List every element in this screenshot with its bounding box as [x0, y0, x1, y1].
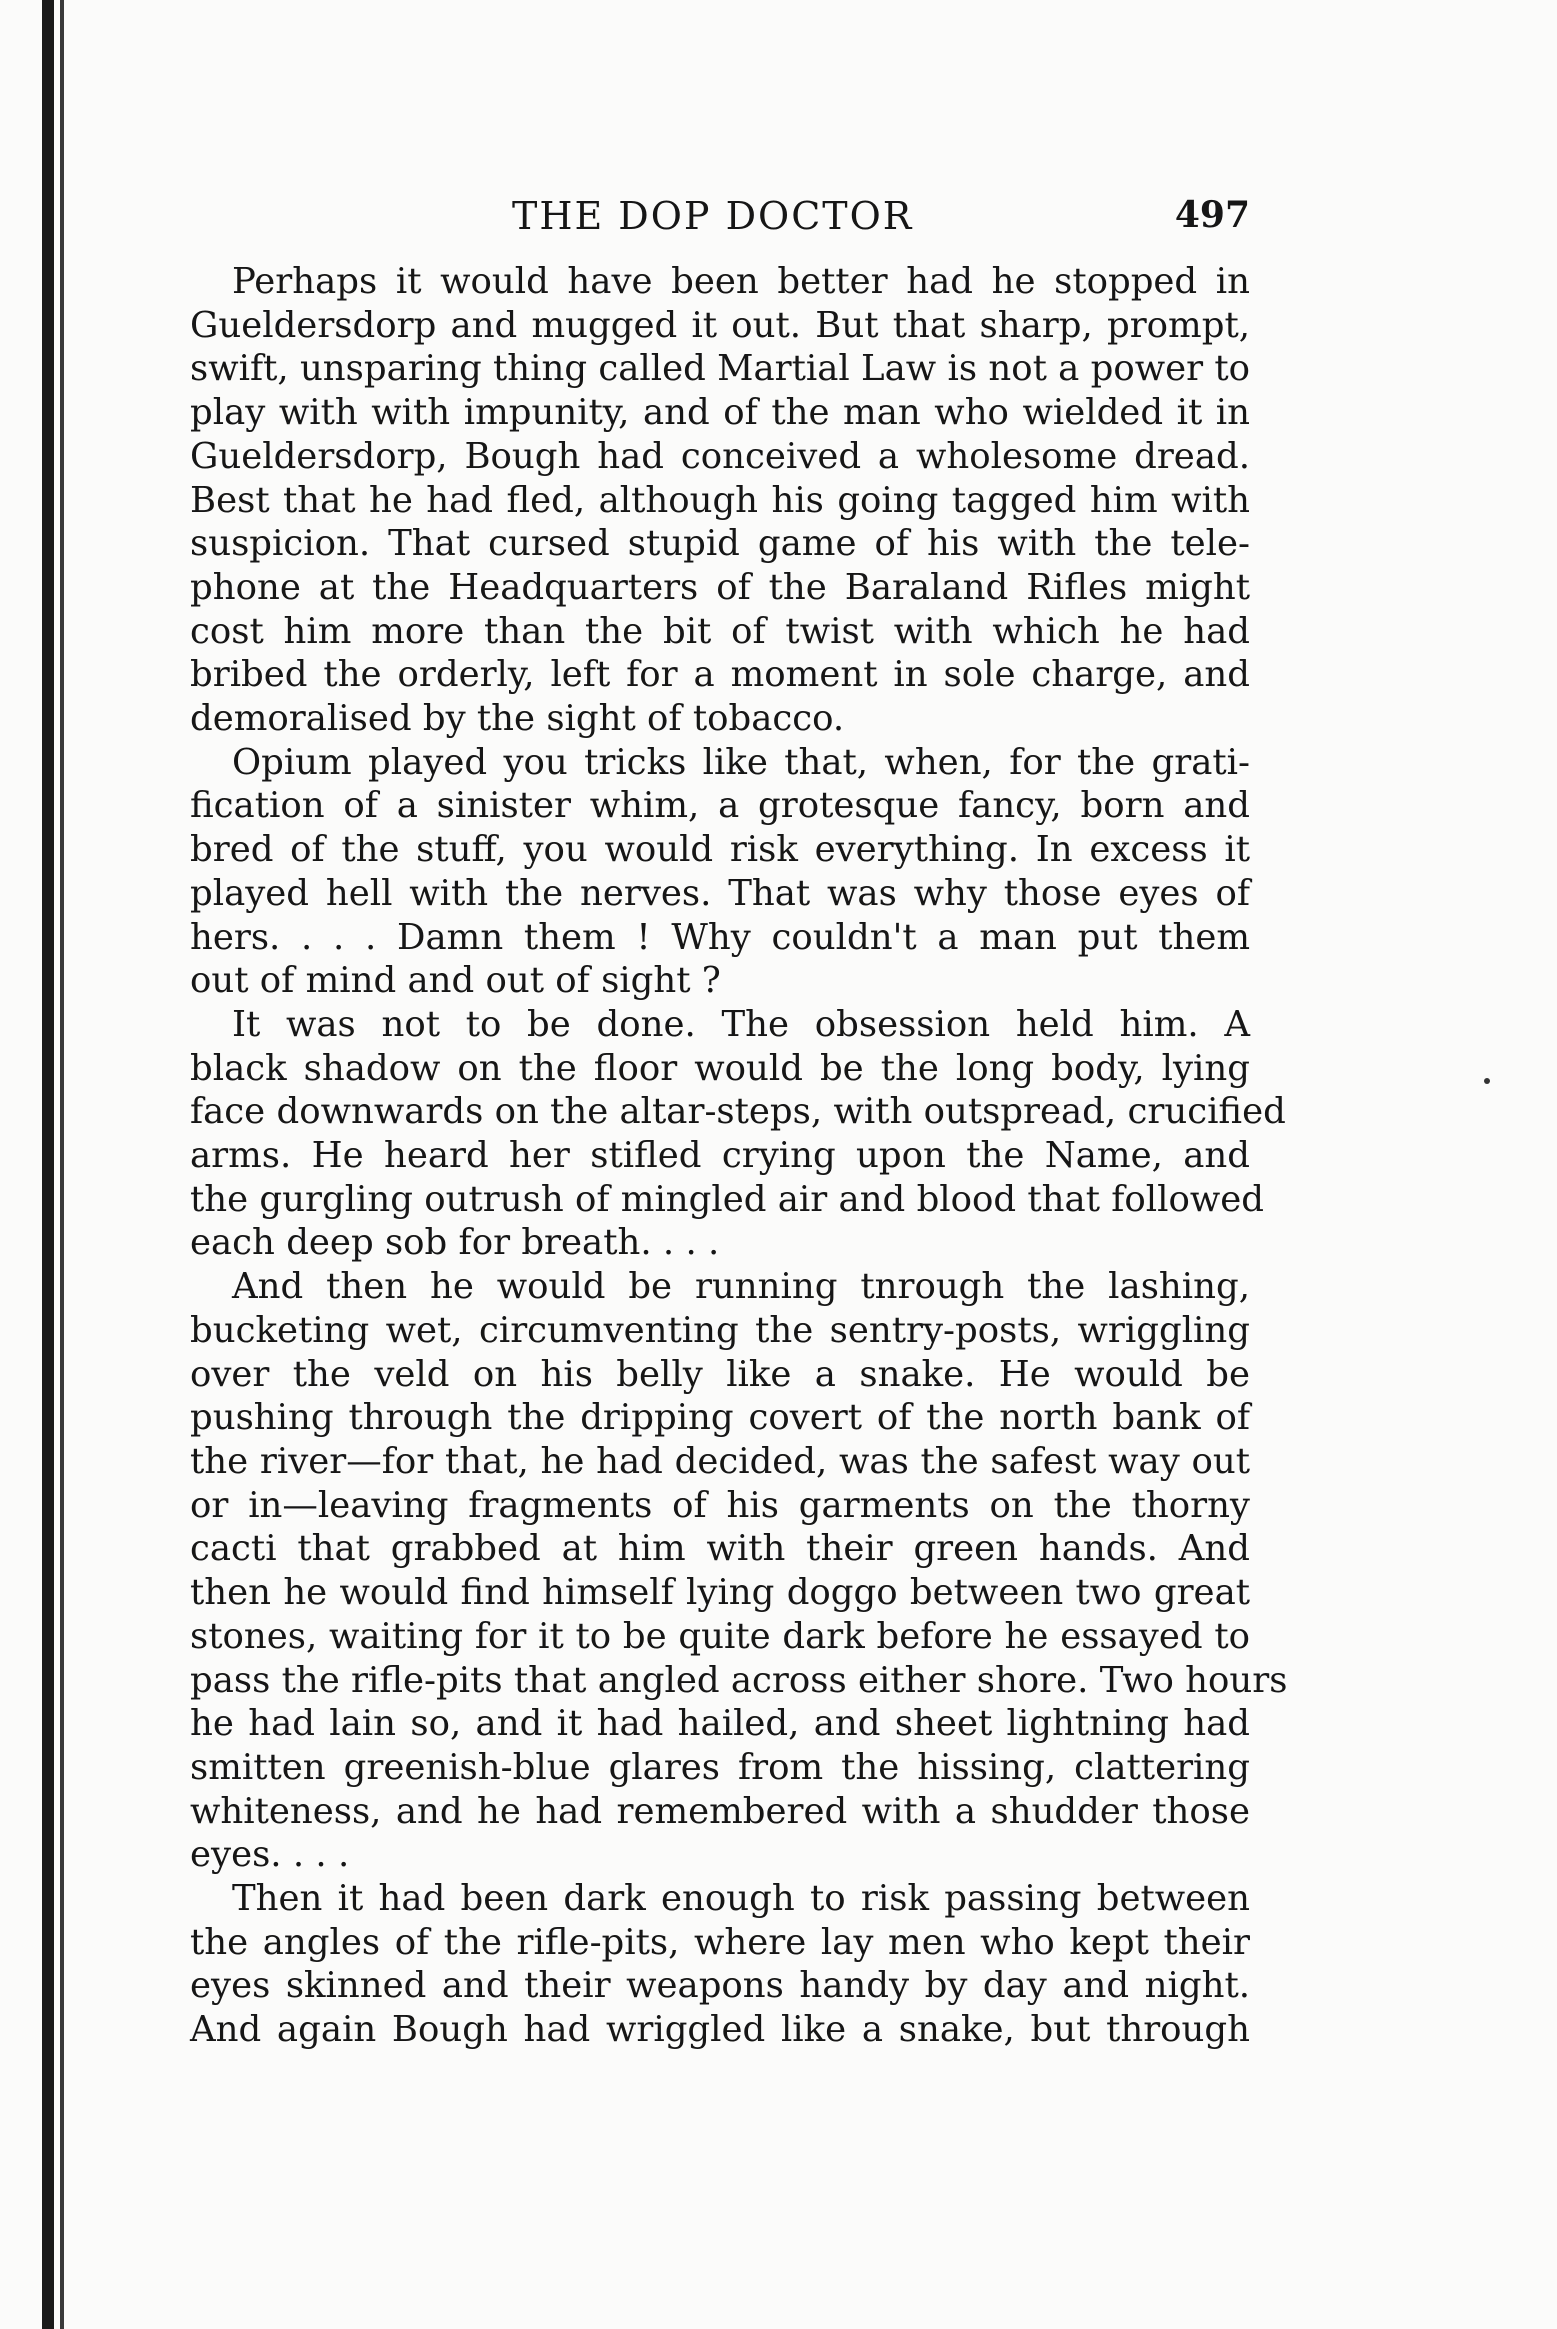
text-line: play with with impunity, and of the man who wielded it in: [190, 392, 1250, 434]
running-head: [190, 194, 1250, 254]
text-line: Perhaps it would have been better had he stopped in: [232, 261, 1250, 302]
text-line: black shadow on the floor would be the long body, lying: [190, 1047, 1250, 1089]
text-line: Gueldersdorp and mugged it out. But that sharp, prompt,: [190, 304, 1250, 346]
text-line: over the veld on his belly like a snake. He would be: [190, 1353, 1250, 1395]
text-line: phone at the Headquarters of the Baraland Rifles might: [190, 566, 1250, 608]
text-line: Opium played you tricks like that, when, for the grati-: [232, 741, 1250, 783]
text-line: then he would find himself lying doggo between two great: [190, 1572, 1250, 1614]
text-line: pushing through the dripping covert of the north bank of: [190, 1397, 1250, 1439]
text-line: cacti that grabbed at him with their green hands. And: [190, 1528, 1250, 1570]
binding-edge: [42, 0, 54, 2329]
text-line: bribed the orderly, left for a moment in sole charge, and: [190, 654, 1250, 696]
text-line: Best that he had fled, although his going tagged him with: [190, 479, 1250, 521]
text-line: fication of a sinister whim, a grotesque fancy, born and: [190, 785, 1250, 827]
text-line: bucketing wet, circumventing the sentry-posts, wriggling: [190, 1309, 1250, 1351]
running-title: THE DOP DOCTOR: [512, 194, 914, 238]
paragraph: [190, 1265, 1288, 1877]
text-line: arms. He heard her stifled crying upon the Name, and: [190, 1135, 1250, 1177]
text-line: eyes skinned and their weapons handy by day and night.: [190, 1965, 1250, 2007]
text-line: Gueldersdorp, Bough had conceived a wholesome dread.: [190, 435, 1250, 477]
text-line: cost him more than the bit of twist with which he had: [190, 610, 1250, 652]
binding-edge-shadow: [60, 0, 64, 2329]
ink-speck: [1484, 1078, 1490, 1084]
text-line: demoralised by the sight of tobacco.: [190, 698, 845, 740]
text-line: And then he would be running tnrough the lashing,: [232, 1266, 1250, 1308]
text-line: bred of the stuff, you would risk everything. In excess it: [190, 829, 1250, 871]
text-line: each deep sob for breath. . . .: [190, 1222, 720, 1264]
page-number: 497: [1174, 194, 1250, 236]
text-line: whiteness, and he had remembered with a shudder those: [190, 1790, 1250, 1832]
text-line: stones, waiting for it to be quite dark before he essayed to: [190, 1615, 1250, 1657]
text-line: he had lain so, and it had hailed, and sheet lightning had: [190, 1703, 1250, 1745]
text-line: pass the rifle-pits that angled across either shore. Two hours: [190, 1659, 1288, 1701]
text-line: the river—for that, he had decided, was the safest way out: [190, 1440, 1250, 1482]
body-text: [190, 260, 1288, 2052]
text-line: And again Bough had wriggled like a snake, but through: [190, 2009, 1250, 2051]
paragraph: [190, 741, 1250, 1003]
text-line: the gurgling outrush of mingled air and blood that followed: [190, 1178, 1264, 1220]
paragraph: [190, 1003, 1286, 1265]
text-line: Then it had been dark enough to risk passing between: [232, 1878, 1250, 1920]
text-line: eyes. . . .: [190, 1834, 350, 1876]
paragraph: [190, 260, 1250, 741]
text-line: the angles of the rifle-pits, where lay men who kept their: [190, 1921, 1250, 1963]
text-line: smitten greenish-blue glares from the hissing, clattering: [190, 1746, 1250, 1788]
text-line: face downwards on the altar-steps, with outspread, crucified: [190, 1091, 1286, 1133]
text-line: played hell with the nerves. That was why those eyes of: [190, 872, 1250, 914]
text-line: suspicion. That cursed stupid game of his with the tele-: [190, 523, 1250, 565]
paragraph: [190, 1877, 1250, 2052]
text-line: or in—leaving fragments of his garments on the thorny: [190, 1484, 1250, 1526]
text-line: hers. . . . Damn them ! Why couldn't a man put them: [190, 916, 1250, 958]
text-line: out of mind and out of sight ?: [190, 960, 721, 1002]
text-line: swift, unsparing thing called Martial Law is not a power to: [190, 348, 1250, 390]
text-line: It was not to be done. The obsession held him. A: [232, 1003, 1250, 1045]
